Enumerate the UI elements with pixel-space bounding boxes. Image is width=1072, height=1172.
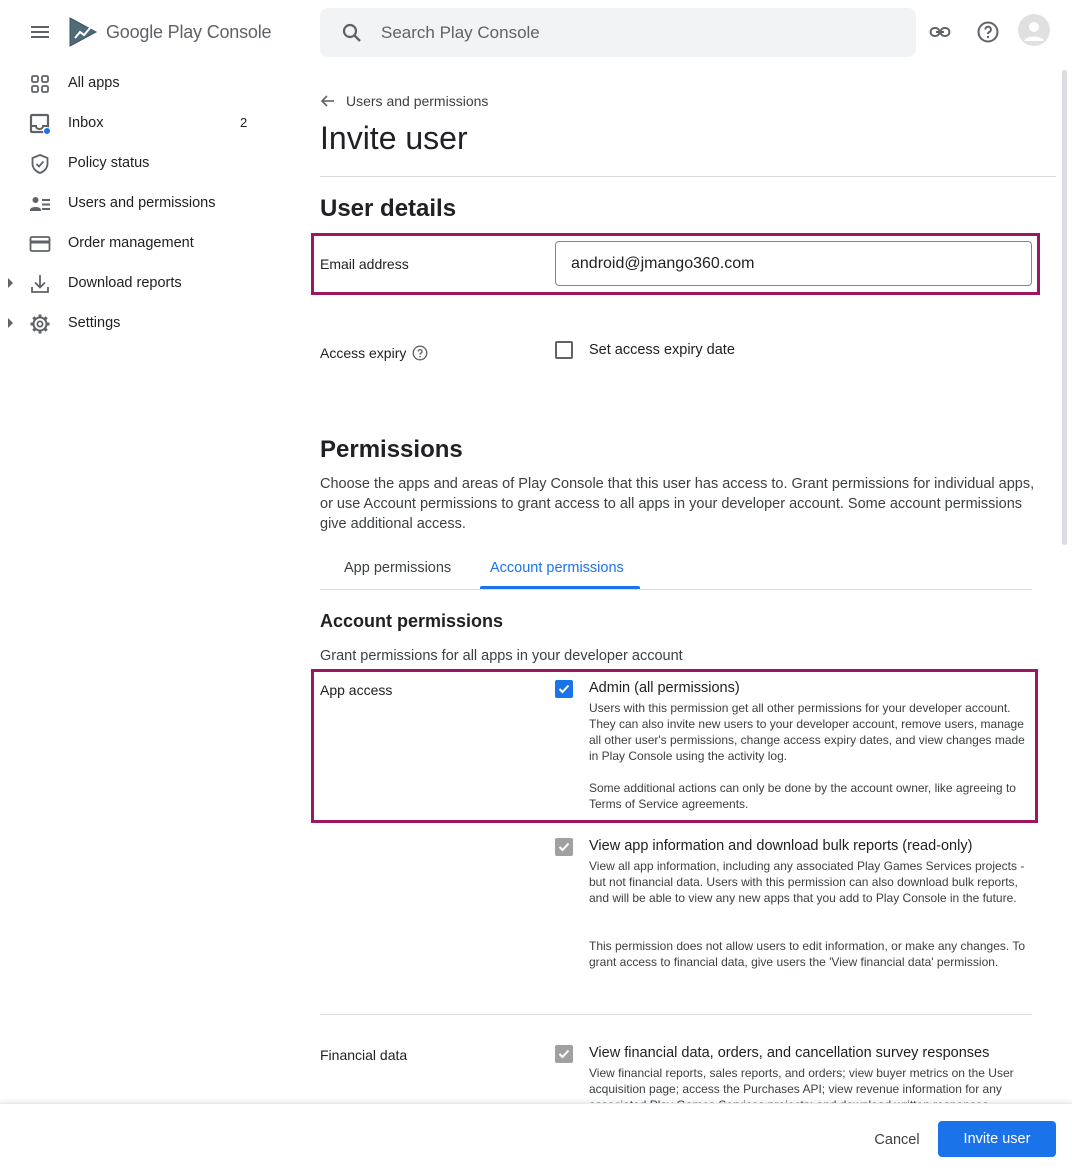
tab-app-permissions[interactable]: App permissions: [344, 560, 452, 576]
sidebar-item-users-and-permissions[interactable]: [0, 184, 280, 224]
help-icon[interactable]: [972, 16, 1004, 48]
sidebar-item-label: Inbox: [68, 115, 104, 131]
app-name-part2: Console: [206, 21, 272, 42]
search-input[interactable]: Search Play Console: [381, 22, 540, 42]
sidebar-item-download-reports[interactable]: [0, 264, 280, 304]
admin-checkbox-label: Admin (all permissions): [589, 680, 740, 696]
divider: [320, 176, 1056, 177]
admin-checkbox[interactable]: [555, 680, 573, 698]
sidebar-item-label: Order management: [68, 235, 194, 251]
apps-grid-icon: [29, 73, 51, 95]
users-icon: [29, 193, 51, 215]
financial-data-label: Financial data: [320, 1047, 408, 1063]
view-app-info-checkbox: [555, 838, 573, 856]
sidebar-item-settings[interactable]: [0, 304, 280, 344]
arrow-back-icon: [320, 93, 336, 109]
expand-caret-icon[interactable]: [8, 318, 13, 328]
sidebar-item-inbox[interactable]: [0, 104, 280, 144]
active-tab-indicator: [480, 586, 640, 589]
app-access-label: App access: [320, 682, 393, 698]
search-icon: [340, 21, 364, 45]
gear-icon: [29, 313, 51, 335]
tabs-divider: [320, 589, 1032, 590]
breadcrumb[interactable]: [320, 93, 488, 109]
tab-account-permissions[interactable]: Account permissions: [490, 560, 624, 576]
check-icon: [557, 840, 571, 854]
email-label: Email address: [320, 256, 409, 272]
admin-description: Users with this permission get all other permissions for your developer account. They can also invite new users to your developer account, remove users, manage all other user's permissions, change access expiry dates, and view changes made in Play Console using the activity log.: [589, 701, 1025, 763]
sidebar-item-label: All apps: [68, 75, 120, 91]
user-details-heading: User details: [320, 195, 457, 222]
inbox-count-badge: 2: [240, 115, 248, 130]
view-app-info-checkbox-label: View app information and download bulk reports (read-only): [589, 838, 973, 854]
sidebar-item-label: Settings: [68, 315, 121, 331]
account-permissions-subtitle: Grant permissions for all apps in your developer account: [320, 648, 683, 664]
sidebar: [0, 64, 280, 344]
search-bar[interactable]: [320, 8, 916, 57]
view-app-info-description-note: This permission does not allow users to edit information, or make any changes. To grant access to financial data, give users the 'View financial data' permission.: [589, 939, 1025, 969]
menu-icon[interactable]: [28, 20, 52, 44]
link-icon[interactable]: [924, 16, 956, 48]
sidebar-item-label: Download reports: [68, 275, 182, 291]
account-icon: [1018, 14, 1050, 46]
admin-description-note: Some additional actions can only be done by the account owner, like agreeing to Terms of Service agreements.: [589, 781, 1016, 811]
sidebar-item-order-management[interactable]: [0, 224, 280, 264]
financial-data-checkbox: [555, 1045, 573, 1063]
cancel-button[interactable]: Cancel: [874, 1132, 920, 1148]
access-expiry-checkbox[interactable]: [555, 341, 573, 359]
breadcrumb-label: Users and permissions: [346, 93, 489, 109]
view-app-info-description: View all app information, including any associated Play Games Services projects - but not financial data. Users with this permission can also download bulk reports, and will be able to view any new apps that you add to Play Console in the future.: [589, 859, 1025, 905]
access-expiry-checkbox-label: Set access expiry date: [589, 342, 735, 358]
financial-data-description: View financial reports, sales reports, and orders; view buyer metrics on the User acquisition page; access the Purchases API; view revenue information for any: [589, 1066, 1014, 1096]
invite-user-button[interactable]: Invite user: [938, 1121, 1056, 1157]
account-permissions-heading: Account permissions: [320, 611, 504, 631]
play-console-logo-icon: [68, 16, 98, 48]
app-name-part1: Google Play: [106, 21, 202, 42]
app-name: [106, 22, 271, 43]
permissions-heading: Permissions: [320, 436, 463, 463]
scrollbar[interactable]: [1062, 70, 1067, 545]
sidebar-item-policy-status[interactable]: [0, 144, 280, 184]
check-icon: [557, 682, 571, 696]
download-icon: [29, 273, 51, 295]
sidebar-item-label: Users and permissions: [68, 195, 216, 211]
play-console-logo[interactable]: [68, 16, 271, 48]
sidebar-item-all-apps[interactable]: [0, 64, 280, 104]
permissions-description: Choose the apps and areas of Play Console that this user has access to. Grant permissions for individual apps, or use Account permissions to grant access to all apps in your developer account. Some account permissions give additional access.: [320, 476, 1035, 532]
page-title: Invite user: [320, 120, 468, 156]
access-expiry-label-text: Access expiry: [320, 345, 407, 361]
help-circle-icon[interactable]: [412, 345, 428, 361]
check-icon: [557, 1047, 571, 1061]
access-expiry-label: [320, 345, 428, 361]
shield-icon: [29, 153, 51, 175]
inbox-icon: [29, 113, 51, 135]
bottom-action-bar: [0, 1103, 1072, 1172]
expand-caret-icon[interactable]: [8, 278, 13, 288]
email-field[interactable]: android@jmango360.com: [555, 241, 1032, 286]
avatar[interactable]: [1018, 14, 1050, 46]
divider: [320, 1014, 1032, 1015]
financial-data-checkbox-label: View financial data, orders, and cancellation survey responses: [589, 1045, 990, 1061]
credit-card-icon: [29, 233, 51, 255]
sidebar-item-label: Policy status: [68, 155, 150, 171]
